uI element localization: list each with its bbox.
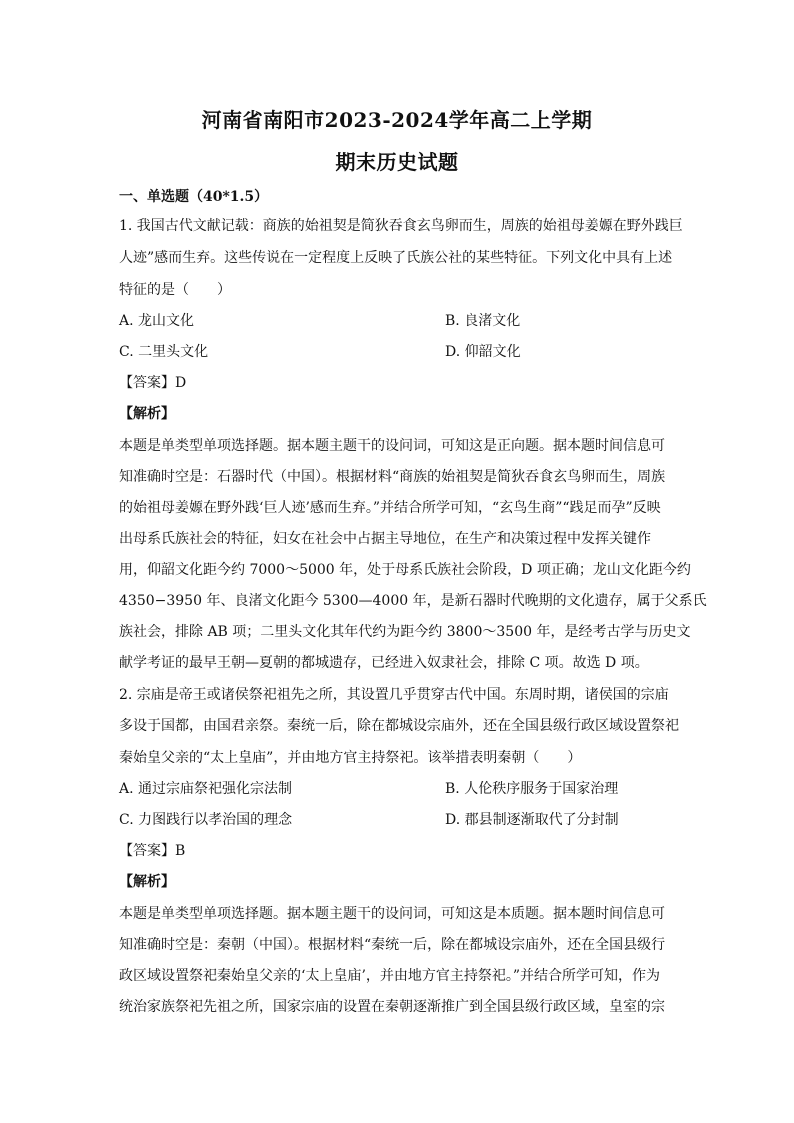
q1-analysis-label: 【解析】: [119, 406, 175, 422]
q1-analysis-line: 4350−3950 年、良渚文化距今 5300—4000 年，是新石器时代晚期的文化遗存，属于父系氏: [119, 593, 707, 609]
document-subtitle: 期末历史试题: [335, 150, 459, 174]
q2-analysis-line: 知准确时空是：秦朝（中国）。根据材料“秦统一后，除在都城设宗庙外，还在全国县级行: [119, 937, 666, 953]
q1-analysis-line: 出母系氏族社会的特征，妇女在社会中占据主导地位，在生产和决策过程中发挥关键作: [119, 531, 651, 547]
q1-option-a: A. 龙山文化: [119, 313, 195, 329]
q1-stem-line: 特征的是（ ）: [119, 282, 231, 298]
q2-stem-line: 秦始皇父亲的“太上皇庙”，并由地方官主持祭祀。该举措表明秦朝（ ）: [119, 750, 582, 766]
q1-option-d: D. 仰韶文化: [445, 344, 521, 360]
q1-analysis-line: 本题是单类型单项选择题。据本题主题干的设问词，可知这是正向题。据本题时间信息可: [119, 438, 665, 454]
q1-analysis-line: 献学考证的最早王朝—夏朝的都城遗存，已经进入奴隶社会，排除 C 项。故选 D 项。: [119, 655, 649, 671]
q2-analysis-line: 本题是单类型单项选择题。据本题主题干的设问词，可知这是本质题。据本题时间信息可: [119, 906, 665, 922]
q2-option-c: C. 力图践行以孝治国的理念: [119, 812, 293, 828]
q1-analysis-line: 的始祖母姜嫄在野外践‘巨人迹’感而生弃。”并结合所学可知，“玄鸟生商”“践足而孕”反映: [119, 500, 661, 516]
document-title: 河南省南阳市2023-2024学年高二上学期: [201, 108, 593, 132]
q2-option-b: B. 人伦秩序服务于国家治理: [445, 781, 619, 797]
q1-stem-line: 1. 我国古代文献记载：商族的始祖契是简狄吞食玄鸟卵而生，周族的始祖母姜嫄在野外践巨: [119, 218, 683, 234]
q2-analysis-label: 【解析】: [119, 874, 175, 890]
q2-analysis-line: 统治家族祭祀先祖之所，国家宗庙的设置在秦朝逐渐推广到全国县级行政区域，皇室的宗: [119, 999, 665, 1015]
q1-answer: 【答案】D: [119, 375, 187, 391]
q2-stem-line: 多设于国都，由国君亲祭。秦统一后，除在都城设宗庙外，还在全国县级行政区域设置祭祀: [119, 718, 679, 734]
q2-option-a: A. 通过宗庙祭祀强化宗法制: [119, 781, 293, 797]
q1-analysis-line: 知准确时空是：石器时代（中国）。根据材料“商族的始祖契是简狄吞食玄鸟卵而生，周族: [119, 469, 666, 485]
q2-option-d: D. 郡县制逐渐取代了分封制: [445, 812, 619, 828]
q1-option-b: B. 良渚文化: [445, 313, 521, 329]
q2-answer: 【答案】B: [119, 843, 186, 859]
section-heading: 一、单选题（40*1.5）: [119, 189, 269, 205]
q1-option-c: C. 二里头文化: [119, 344, 209, 360]
q1-analysis-line: 族社会，排除 AB 项；二里头文化其年代约为距今约 3800～3500 年，是经考古学与历史文: [119, 624, 691, 640]
q1-analysis-line: 用，仰韶文化距今约 7000～5000 年，处于母系氏族社会阶段，D 项正确；龙山文化距今约: [119, 562, 691, 578]
q1-stem-line: 人迹”感而生弃。这些传说在一定程度上反映了氏族公社的某些特征。下列文化中具有上述: [119, 250, 673, 266]
q2-analysis-line: 政区域设置祭祀秦始皇父亲的‘太上皇庙’，并由地方官主持祭祀。”并结合所学可知，作为: [119, 968, 661, 984]
q2-stem-line: 2. 宗庙是帝王或诸侯祭祀祖先之所，其设置几乎贯穿古代中国。东周时期，诸侯国的宗庙: [119, 687, 669, 703]
